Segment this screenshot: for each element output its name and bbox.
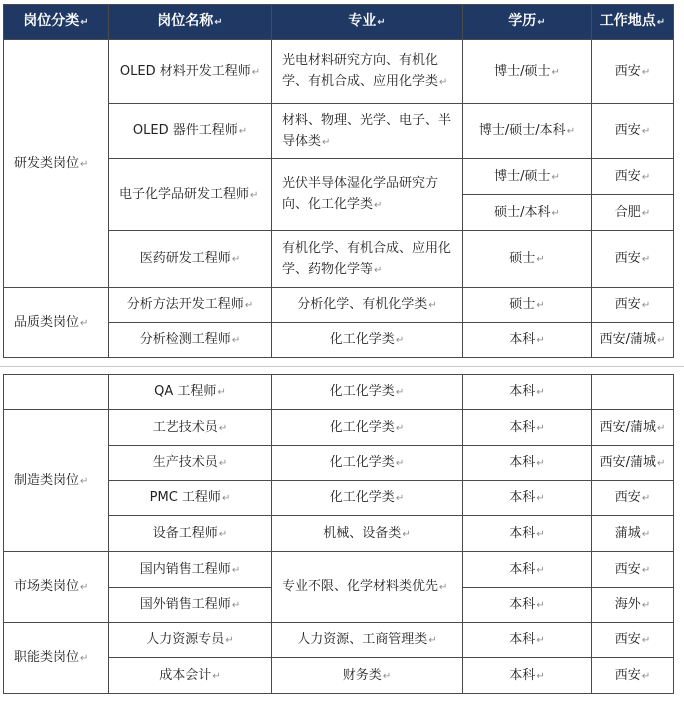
location-cell: 西安↵ [592, 481, 674, 516]
major-cell: 专业不限、化学材料类优先↵ [272, 552, 463, 623]
table-row [4, 552, 674, 588]
location-cell: 合肥↵ [592, 195, 674, 231]
location-cell: 西安/蒲城↵ [592, 446, 674, 481]
education-cell: 本科↵ [463, 446, 592, 481]
education-cell: 本科↵ [463, 375, 592, 410]
education-cell: 本科↵ [463, 323, 592, 358]
group-cell-quality: 品质类岗位↵ [4, 288, 109, 358]
location-cell: 西安↵ [592, 231, 674, 288]
position-cell: QA 工程师↵ [109, 375, 272, 410]
education-cell: 博士/硕士/本科↵ [463, 104, 592, 159]
major-cell: 光伏半导体湿化学品研究方向、化工化学类↵ [272, 159, 463, 231]
major-cell: 化工化学类↵ [272, 375, 463, 410]
group-cell-empty [4, 375, 109, 410]
major-cell: 化工化学类↵ [272, 410, 463, 446]
table-row [4, 375, 674, 410]
recruitment-table-top [3, 4, 674, 358]
education-cell: 本科↵ [463, 410, 592, 446]
major-cell: 机械、设备类↵ [272, 516, 463, 552]
education-cell: 硕士↵ [463, 231, 592, 288]
major-cell: 化工化学类↵ [272, 323, 463, 358]
location-cell: 蒲城↵ [592, 516, 674, 552]
position-cell: OLED 材料开发工程师↵ [109, 40, 272, 104]
education-cell: 本科↵ [463, 623, 592, 658]
header-location: 工作地点↵ [592, 5, 674, 40]
education-cell: 本科↵ [463, 552, 592, 588]
position-cell: 医药研发工程师↵ [109, 231, 272, 288]
education-cell: 本科↵ [463, 516, 592, 552]
location-cell: 西安↵ [592, 288, 674, 323]
education-cell: 博士/硕士↵ [463, 159, 592, 195]
location-cell: 西安↵ [592, 552, 674, 588]
major-cell: 有机化学、有机合成、应用化学、药物化学等↵ [272, 231, 463, 288]
recruitment-table-bottom [3, 374, 674, 694]
position-cell: 国外销售工程师↵ [109, 588, 272, 623]
group-cell-rd: 研发类岗位↵ [4, 40, 109, 288]
position-cell: 人力资源专员↵ [109, 623, 272, 658]
group-cell-func: 职能类岗位↵ [4, 623, 109, 694]
group-cell-mfg: 制造类岗位↵ [4, 410, 109, 552]
major-cell: 人力资源、工商管理类↵ [272, 623, 463, 658]
location-cell: 海外↵ [592, 588, 674, 623]
position-cell: 工艺技术员↵ [109, 410, 272, 446]
education-cell: 本科↵ [463, 481, 592, 516]
major-cell: 财务类↵ [272, 658, 463, 694]
location-cell: 西安↵ [592, 40, 674, 104]
education-cell: 本科↵ [463, 658, 592, 694]
location-cell: 西安/蒲城↵ [592, 323, 674, 358]
position-cell: PMC 工程师↵ [109, 481, 272, 516]
header-major: 专业↵ [272, 5, 463, 40]
education-cell: 博士/硕士↵ [463, 40, 592, 104]
header-position: 岗位名称↵ [109, 5, 272, 40]
header-category: 岗位分类↵ [4, 5, 109, 40]
major-cell: 光电材料研究方向、有机化学、有机合成、应用化学类↵ [272, 40, 463, 104]
major-cell: 材料、物理、光学、电子、半导体类↵ [272, 104, 463, 159]
header-education: 学历↵ [463, 5, 592, 40]
location-cell: 西安↵ [592, 159, 674, 195]
position-cell: 电子化学品研发工程师↵ [109, 159, 272, 231]
table-header-row [4, 5, 674, 40]
position-cell: 成本会计↵ [109, 658, 272, 694]
position-cell: 国内销售工程师↵ [109, 552, 272, 588]
location-cell [592, 375, 674, 410]
table-row [4, 623, 674, 658]
table-row [4, 410, 674, 446]
position-cell: 分析方法开发工程师↵ [109, 288, 272, 323]
location-cell: 西安↵ [592, 104, 674, 159]
education-cell: 本科↵ [463, 588, 592, 623]
education-cell: 硕士/本科↵ [463, 195, 592, 231]
major-cell: 分析化学、有机化学类↵ [272, 288, 463, 323]
location-cell: 西安↵ [592, 658, 674, 694]
position-cell: 生产技术员↵ [109, 446, 272, 481]
position-cell: OLED 器件工程师↵ [109, 104, 272, 159]
major-cell: 化工化学类↵ [272, 481, 463, 516]
table-row [4, 40, 674, 104]
major-cell: 化工化学类↵ [272, 446, 463, 481]
position-cell: 分析检测工程师↵ [109, 323, 272, 358]
education-cell: 硕士↵ [463, 288, 592, 323]
location-cell: 西安↵ [592, 623, 674, 658]
location-cell: 西安/蒲城↵ [592, 410, 674, 446]
table-row [4, 288, 674, 323]
page-break-line [0, 366, 684, 367]
position-cell: 设备工程师↵ [109, 516, 272, 552]
group-cell-market: 市场类岗位↵ [4, 552, 109, 623]
